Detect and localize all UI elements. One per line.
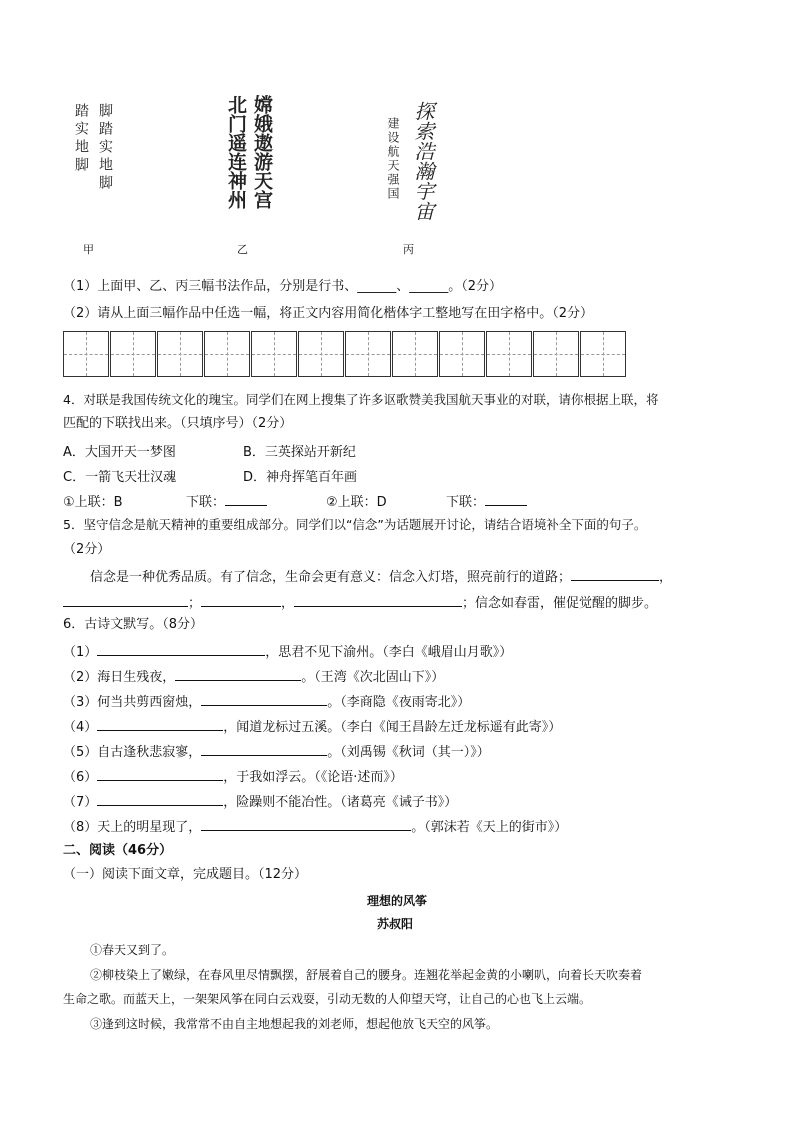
grid-cell[interactable] — [392, 331, 438, 377]
question-5-sep1: ； — [188, 596, 202, 611]
pair-1-lower-label: 下联： — [186, 495, 226, 510]
grid-cell[interactable] — [486, 331, 532, 377]
grid-cell[interactable] — [580, 331, 626, 377]
article-title: 理想的风筝 — [367, 894, 428, 908]
calligraphy-yi-col1: 嫦娥遨游天宫 — [251, 95, 273, 209]
question-5-blank-1[interactable] — [571, 566, 659, 581]
calligraphy-jia-col2: 踏实地脚 — [73, 103, 89, 175]
paragraph-2-line2: 生命之歌。而蓝天上，一架架风筝在同白云戏耍，引动无数的人仰望天穹，让自己的心也飞上云端。 — [63, 992, 592, 1006]
poem-1 — [63, 641, 512, 660]
pair-1-upper: ①上联：B — [63, 495, 123, 510]
grid-cell[interactable] — [110, 331, 156, 377]
calligraphy-bing-col2: 建设航天强国 — [386, 117, 400, 201]
pair-1-lower — [186, 491, 267, 510]
poem-2-pre: （2）海日生残夜， — [63, 670, 176, 685]
grid-cell[interactable] — [533, 331, 579, 377]
question-5-line1: 5．坚守信念是航天精神的重要组成部分。同学们以“信念”为话题展开讨论，请结合语境补全下面的句子。 — [63, 517, 647, 532]
grid-cell[interactable] — [439, 331, 485, 377]
question-4-line1: 4．对联是我国传统文化的瑰宝。同学们在网上搜集了许多讴歌赞美我国航天事业的对联，请你根据上联，将 — [63, 392, 659, 407]
question-4-line2: 匹配的下联找出来。（只填序号）（2分） — [63, 416, 293, 431]
pair-2-lower — [446, 491, 527, 510]
poem-4-pre: （4） — [63, 720, 98, 735]
option-d: D．神舟挥笔百年画 — [243, 470, 358, 485]
poem-3-blank[interactable] — [201, 691, 327, 706]
poem-6-blank[interactable] — [97, 766, 223, 781]
grid-cell[interactable] — [298, 331, 344, 377]
poem-5-pre: （5）自古逢秋悲寂寥， — [63, 745, 202, 760]
calligraphy-bing-col1: 探索浩瀚宇宙 — [411, 101, 435, 221]
poem-4 — [63, 716, 561, 735]
question-5-ending: ；信念如春雷，催促觉醒的脚步。 — [462, 596, 658, 611]
poem-4-blank[interactable] — [97, 716, 223, 731]
calligraphy-jia-col1: 脚踏实地脚 — [97, 103, 113, 193]
poem-4-post: ，闻道龙标过五溪。（李白《闻王昌龄左迁龙标遥有此寄》） — [223, 720, 562, 735]
grid-cell[interactable] — [204, 331, 250, 377]
poem-3-pre: （3）何当共剪西窗烛， — [63, 695, 202, 710]
question-3-1: （1）上面甲、乙、丙三幅书法作品，分别是行书、______、______。（2分） — [63, 279, 503, 294]
question-5-sentence-2 — [63, 592, 657, 611]
question-3-2: （2）请从上面三幅作品中任选一幅，将正文内容用简化楷体字工整地写在田字格中。（2分） — [63, 306, 594, 321]
option-b: B．三英探站开新纪 — [243, 445, 356, 460]
section-2-heading: 二、阅读（46分） — [63, 843, 173, 858]
poem-6-post: ，于我如浮云。（《论语·述而》） — [223, 770, 403, 785]
paragraph-1: ①春天又到了。 — [90, 943, 175, 957]
grid-cell[interactable] — [157, 331, 203, 377]
poem-8-blank[interactable] — [201, 816, 411, 831]
poem-8 — [63, 816, 567, 835]
poem-1-pre: （1） — [63, 645, 98, 660]
calligraphy-images — [63, 95, 495, 255]
poem-7-blank[interactable] — [97, 791, 223, 806]
poem-7-post: ，险躁则不能冶性。（诸葛亮《诫子书》） — [223, 795, 458, 810]
poem-5 — [63, 741, 490, 760]
question-5-prompt: 信念是一种优秀品质。有了信念，生命会更有意义：信念入灯塔，照亮前行的道路； — [90, 570, 572, 585]
calligraphy-yi-col2: 北门遥连神州 — [225, 95, 247, 209]
option-a: A．大国开天一梦图 — [63, 445, 176, 460]
option-c: C．一箭飞天壮汉魂 — [63, 470, 177, 485]
poem-2-blank[interactable] — [175, 666, 301, 681]
poem-1-blank[interactable] — [97, 641, 265, 656]
poem-1-post: ，思君不见下渝州。（李白《峨眉山月歌》） — [265, 645, 513, 660]
writing-grid[interactable] — [63, 331, 625, 377]
poem-7-pre: （7） — [63, 795, 98, 810]
pair-1-answer-blank[interactable] — [225, 491, 267, 506]
question-5-line2: （2分） — [63, 542, 111, 557]
poem-6 — [63, 766, 403, 785]
article-author: 苏叔阳 — [377, 917, 414, 931]
paragraph-3: ③逢到这时候，我常常不由自主地想起我的刘老师，想起他放飞天空的风筝。 — [90, 1017, 499, 1031]
poem-5-blank[interactable] — [201, 741, 327, 756]
grid-cell[interactable] — [345, 331, 391, 377]
question-5-blank-2[interactable] — [63, 592, 188, 607]
question-5-blank-4[interactable] — [294, 592, 462, 607]
poem-7 — [63, 791, 457, 810]
pair-2-lower-label: 下联： — [446, 495, 486, 510]
grid-cell[interactable] — [63, 331, 109, 377]
calligraphy-bing-label: 丙 — [403, 243, 414, 256]
calligraphy-jia-label: 甲 — [83, 243, 94, 256]
poem-2-post: 。（王湾《次北固山下》） — [301, 670, 445, 685]
question-5-blank-3[interactable] — [201, 592, 281, 607]
poem-8-pre: （8）天上的明星现了， — [63, 820, 202, 835]
paragraph-2-line1: ②柳枝染上了嫩绿，在春风里尽情飘摆，舒展着自己的腰身。连翘花举起金黄的小喇叭，向着长天吹奏着 — [90, 968, 643, 982]
poem-5-post: 。（刘禹锡《秋词（其一）》） — [327, 745, 490, 760]
question-6-title: 6．古诗文默写。（8分） — [63, 617, 204, 632]
pair-2-answer-blank[interactable] — [485, 491, 527, 506]
poem-2 — [63, 666, 444, 685]
section-2-1-heading: （一）阅读下面文章，完成题目。（12分） — [63, 867, 308, 882]
poem-3 — [63, 691, 470, 710]
poem-3-post: 。（李商隐《夜雨寄北》） — [327, 695, 471, 710]
poem-8-post: 。（郭沫若《天上的街市》） — [411, 820, 568, 835]
calligraphy-yi-label: 乙 — [237, 243, 248, 256]
poem-6-pre: （6） — [63, 770, 98, 785]
question-5-sentence-1 — [90, 566, 672, 585]
pair-2-upper: ②上联：D — [326, 495, 387, 510]
question-5-sep2: ， — [281, 596, 295, 611]
question-5-comma: ， — [659, 570, 673, 585]
grid-cell[interactable] — [251, 331, 297, 377]
